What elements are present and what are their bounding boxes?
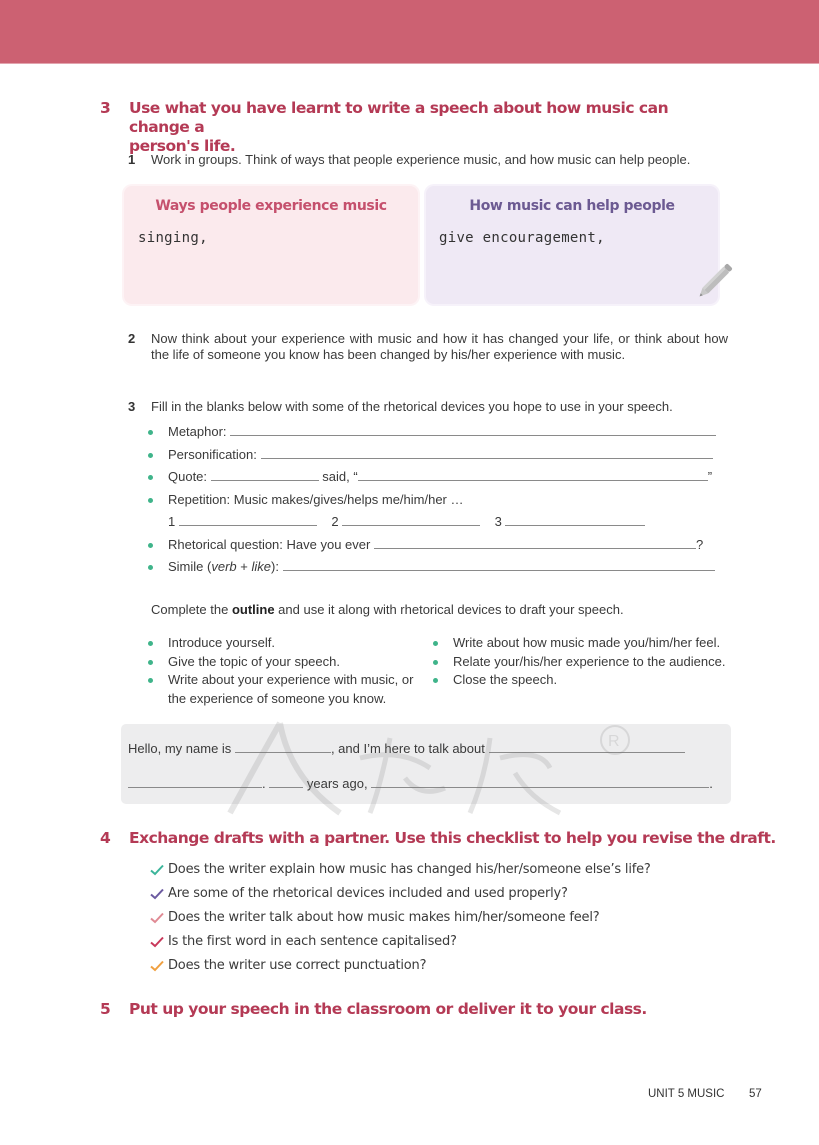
step-number: 2 <box>128 331 136 346</box>
speech-text: . <box>709 776 713 791</box>
how-help-box[interactable] <box>426 186 718 304</box>
outline-list-right <box>433 634 763 690</box>
bullet-icon <box>148 475 153 480</box>
outline-item <box>433 653 763 672</box>
checklist-item[interactable] <box>150 954 651 978</box>
repetition-blank-3[interactable] <box>505 512 645 526</box>
outline-item-text: Close the speech. <box>453 672 558 688</box>
check-icon <box>150 936 164 948</box>
rep-number-1: 1 <box>168 514 176 529</box>
outline-item-text: Introduce yourself. <box>168 635 275 650</box>
personification-blank[interactable] <box>261 445 713 459</box>
speech-text: years ago, <box>306 776 368 791</box>
device-metaphor <box>148 421 728 444</box>
label: Metaphor: <box>168 424 227 439</box>
check-icon <box>150 960 164 972</box>
label-verb: verb <box>211 559 237 574</box>
bullet-icon <box>433 641 438 646</box>
device-simile <box>148 556 728 579</box>
speech-text: . <box>262 776 266 791</box>
task-title: Exchange drafts with a partner. Use this checklist to help you revise the draft. <box>129 829 776 847</box>
checklist-text: Does the writer use correct punctuation? <box>168 958 427 973</box>
quote-author-blank[interactable] <box>211 467 319 481</box>
name-blank[interactable] <box>235 739 331 753</box>
check-icon <box>150 864 164 876</box>
outline-list-left <box>148 634 433 708</box>
outline-item-text: Give the topic of your speech. <box>168 653 340 669</box>
device-personification <box>148 444 728 467</box>
header-band <box>0 0 819 64</box>
speech-text: Hello, my name is <box>128 741 232 756</box>
device-quote <box>148 466 728 489</box>
checklist-text: Is the first word in each sentence capitalised? <box>168 934 457 949</box>
box-title: Ways people experience music <box>155 198 387 214</box>
box-title: How music can help people <box>469 198 675 214</box>
checklist-item[interactable] <box>150 882 651 906</box>
label: Simile ( <box>168 559 212 574</box>
bullet-icon <box>148 430 153 435</box>
outline-item <box>433 671 763 690</box>
rhetorical-devices-list <box>148 421 728 579</box>
topic-blank[interactable] <box>489 739 685 753</box>
repetition-blanks <box>148 511 728 534</box>
unit-label: UNIT 5 MUSIC <box>648 1088 725 1100</box>
task-number: 5 <box>100 1000 111 1018</box>
outline-intro-text-2: and use it along with rhetorical devices to draft your speech. <box>274 602 624 617</box>
bullet-icon <box>433 660 438 665</box>
speech-template-box <box>121 724 731 804</box>
label: Rhetorical question: Have you ever <box>168 536 371 552</box>
metaphor-blank[interactable] <box>230 422 716 436</box>
bullet-icon <box>148 565 153 570</box>
topic-continued-blank[interactable] <box>128 774 262 788</box>
checklist-text: Does the writer explain how music has changed his/her/someone else’s life? <box>168 862 651 877</box>
task-title-line-1: Use what you have learnt to write a speech about how music can change a <box>129 99 669 136</box>
step-text: Now think about your experience with music and how it has changed your life, or think about how the life of someone you know has been changed by his/her experience with music. <box>151 331 728 362</box>
outline-item-text: Relate your/his/her experience to the audience. <box>453 653 726 669</box>
simile-blank[interactable] <box>283 557 715 571</box>
outline-item-text: Write about how music made you/him/her feel. <box>453 635 721 650</box>
label: Repetition: Music makes/gives/helps me/him/her … <box>168 491 464 507</box>
repetition-blank-1[interactable] <box>179 512 317 526</box>
label-plus: + <box>236 559 252 574</box>
label-end: ): <box>270 559 279 574</box>
device-repetition <box>148 489 728 512</box>
bullet-icon <box>148 543 153 548</box>
speech-line-2 <box>128 774 713 791</box>
task-4-heading <box>100 829 780 848</box>
speech-text: , and I’m here to talk about <box>330 741 485 756</box>
outline-instructions <box>151 602 624 617</box>
label: Personification: <box>168 446 257 462</box>
task-3-heading <box>100 99 720 156</box>
task-title: Put up your speech in the classroom or deliver it to your class. <box>129 1000 647 1018</box>
quote-text-blank[interactable] <box>358 467 708 481</box>
outline-keyword: outline <box>231 602 275 617</box>
outline-item-text: Write about your experience with music, or the experience of someone you know. <box>168 672 414 706</box>
checklist-text: Are some of the rhetorical devices included and used properly? <box>168 886 568 901</box>
repetition-blank-2[interactable] <box>342 512 480 526</box>
step-number: 3 <box>128 399 136 414</box>
task-title-line-2: person's life. <box>129 137 236 155</box>
revision-checklist <box>150 858 651 978</box>
outline-item <box>148 634 433 653</box>
device-rhetorical-question <box>148 534 728 557</box>
task-number: 4 <box>100 829 111 847</box>
rep-number-2: 2 <box>331 514 339 529</box>
ways-experience-box[interactable] <box>124 186 418 304</box>
checklist-item[interactable] <box>150 906 651 930</box>
story-blank[interactable] <box>371 774 709 788</box>
step-2 <box>128 331 728 363</box>
checklist-item[interactable] <box>150 930 651 954</box>
bullet-icon <box>148 660 153 665</box>
handwritten-answer[interactable]: give encouragement, <box>439 230 605 246</box>
outline-item <box>433 634 763 653</box>
years-blank[interactable] <box>269 774 303 788</box>
step-text: Fill in the blanks below with some of the rhetorical devices you hope to use in your speech. <box>151 399 673 414</box>
bullet-icon <box>433 678 438 683</box>
outline-intro-text: Complete the <box>151 602 232 617</box>
page-number: 57 <box>749 1088 762 1100</box>
outline-item <box>148 671 433 708</box>
task-number: 3 <box>100 99 111 117</box>
pencil-icon <box>696 256 740 300</box>
said-text: said, “ <box>322 469 358 484</box>
step-3 <box>128 399 728 415</box>
bullet-icon <box>148 498 153 503</box>
question-mark: ? <box>695 536 704 552</box>
step-number: 1 <box>128 152 136 167</box>
checklist-text: Does the writer talk about how music makes him/her/someone feel? <box>168 910 600 925</box>
label-like: like <box>251 559 271 574</box>
outline-item <box>148 653 433 672</box>
check-icon <box>150 888 164 900</box>
bullet-icon <box>148 641 153 646</box>
handwritten-answer[interactable]: singing, <box>138 230 208 246</box>
check-icon <box>150 912 164 924</box>
close-quote: ” <box>707 469 713 484</box>
label: Quote: <box>168 469 208 484</box>
step-text: Work in groups. Think of ways that people experience music, and how music can help people. <box>151 152 691 167</box>
checklist-item[interactable] <box>150 858 651 882</box>
step-1 <box>128 152 728 168</box>
bullet-icon <box>148 453 153 458</box>
bullet-icon <box>148 678 153 683</box>
rhetorical-question-blank[interactable] <box>374 535 696 549</box>
task-5-heading <box>100 1000 700 1019</box>
rep-number-3: 3 <box>494 514 502 529</box>
speech-line-1 <box>128 739 685 756</box>
